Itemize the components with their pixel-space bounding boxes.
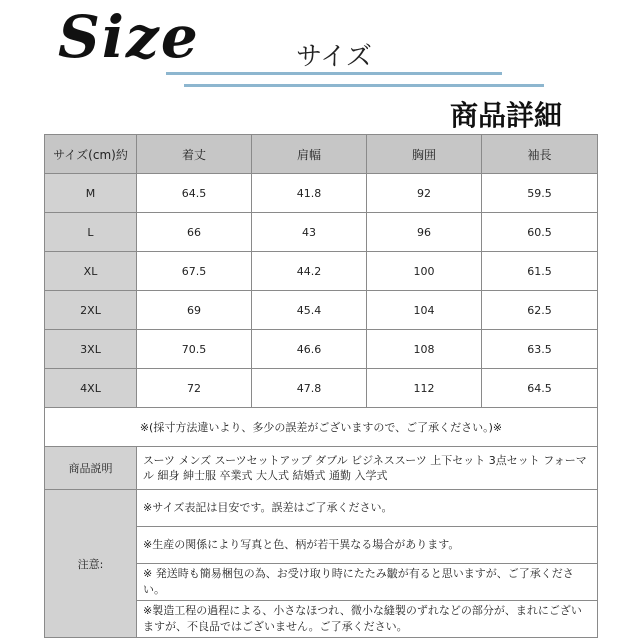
- column-header: 胸囲: [367, 135, 482, 174]
- size-label: 2XL: [45, 291, 137, 330]
- size-chart-table: [44, 134, 598, 638]
- caution-item: ※製造工程の過程による、小さなほつれ、微小な縫製のずれなどの部分が、まれにございますが、不良品ではございません。ご了承ください。: [137, 601, 598, 638]
- caution-label: 注意:: [45, 490, 137, 638]
- caution-row: [45, 490, 598, 527]
- table-cell: 70.5: [137, 330, 252, 369]
- table-header-row: [45, 135, 598, 174]
- table-cell: 92: [367, 174, 482, 213]
- size-label: XL: [45, 252, 137, 291]
- subtitle: サイズ: [296, 42, 372, 72]
- column-header: 着丈: [137, 135, 252, 174]
- description-label: 商品説明: [45, 447, 137, 490]
- table-cell: 108: [367, 330, 482, 369]
- table-row: [45, 369, 598, 408]
- table-cell: 64.5: [137, 174, 252, 213]
- measure-note-row: [45, 408, 598, 447]
- size-label: 4XL: [45, 369, 137, 408]
- table-cell: 96: [367, 213, 482, 252]
- table-row: [45, 291, 598, 330]
- table-cell: 63.5: [482, 330, 598, 369]
- table-cell: 46.6: [252, 330, 367, 369]
- table-cell: 60.5: [482, 213, 598, 252]
- section-title: 商品詳細: [450, 99, 563, 132]
- table-cell: 69: [137, 291, 252, 330]
- table-cell: 47.8: [252, 369, 367, 408]
- description-row: [45, 447, 598, 490]
- table-cell: 61.5: [482, 252, 598, 291]
- table-cell: 62.5: [482, 291, 598, 330]
- column-header: 袖長: [482, 135, 598, 174]
- table-row: [45, 174, 598, 213]
- caution-item: ※サイズ表記は目安です。誤差はご了承ください。: [137, 490, 598, 527]
- caution-item: ※生産の関係により写真と色、柄が若干異なる場合があります。: [137, 527, 598, 564]
- table-row: [45, 330, 598, 369]
- table-cell: 64.5: [482, 369, 598, 408]
- size-label: L: [45, 213, 137, 252]
- table-cell: 100: [367, 252, 482, 291]
- size-label: 3XL: [45, 330, 137, 369]
- table-cell: 44.2: [252, 252, 367, 291]
- caution-item: ※ 発送時も簡易梱包の為、お受け取り時にたたみ皺が有ると思いますが、ご了承ください。: [137, 564, 598, 601]
- table-row: [45, 252, 598, 291]
- table-cell: 43: [252, 213, 367, 252]
- table-cell: 41.8: [252, 174, 367, 213]
- table-cell: 112: [367, 369, 482, 408]
- column-header: サイズ(cm)約: [45, 135, 137, 174]
- description-text: スーツ メンズ スーツセットアップ ダブル ビジネススーツ 上下セット 3点セット フォーマル 細身 紳士服 卒業式 大人式 結婚式 通勤 入学式: [137, 447, 598, 490]
- table-row: [45, 213, 598, 252]
- column-header: 肩幅: [252, 135, 367, 174]
- table-cell: 45.4: [252, 291, 367, 330]
- size-logo: Size: [58, 3, 200, 71]
- table-cell: 59.5: [482, 174, 598, 213]
- table-cell: 104: [367, 291, 482, 330]
- decorative-rule: [184, 84, 544, 87]
- table-cell: 72: [137, 369, 252, 408]
- table-cell: 66: [137, 213, 252, 252]
- decorative-rule: [166, 72, 502, 75]
- measure-note: ※(採寸方法違いより、多少の誤差がございますので、ご了承ください。)※: [45, 408, 598, 447]
- table-cell: 67.5: [137, 252, 252, 291]
- size-label: M: [45, 174, 137, 213]
